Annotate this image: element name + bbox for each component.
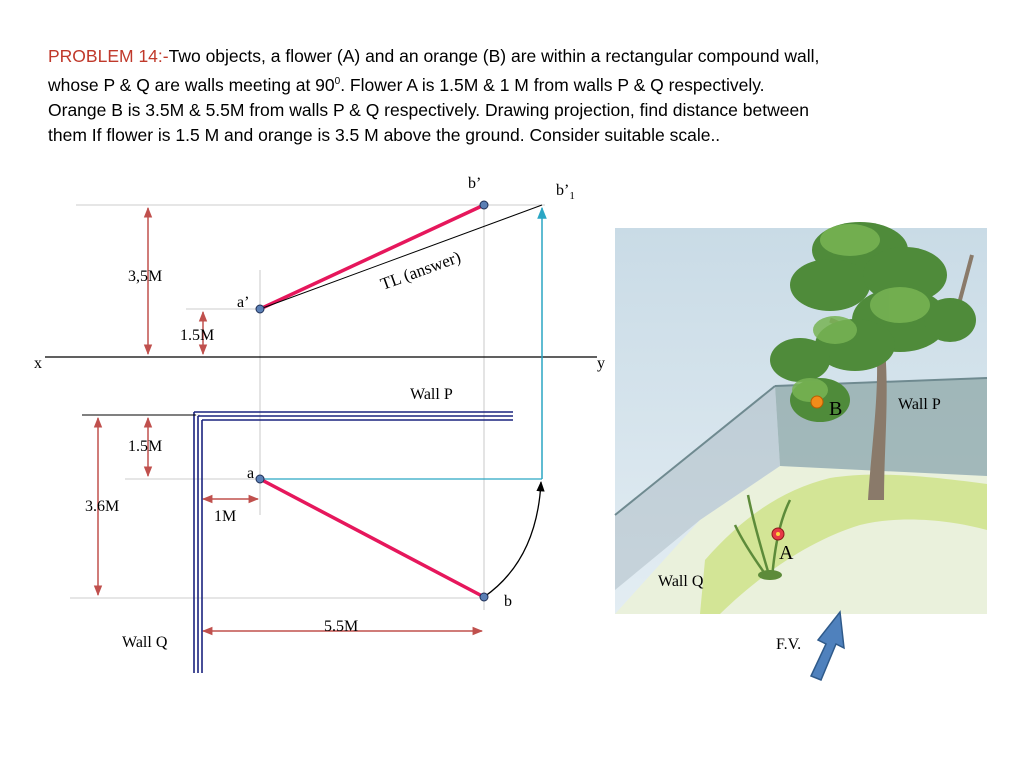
true-length-line — [260, 205, 542, 309]
wall-q-plan — [194, 412, 202, 673]
problem-degree-sup: 0 — [334, 76, 341, 87]
label-a-prime: a’ — [237, 294, 250, 311]
label-b1-prime-sub: 1 — [569, 190, 575, 202]
problem-line-2: whose P & Q are walls meeting at 90 — [48, 74, 335, 95]
x-label: x — [34, 355, 42, 372]
plan-a-b-line — [260, 479, 484, 597]
problem-line-2-end: . Flower A is 1.5M & 1 M from walls P & Q respectively. — [340, 74, 765, 95]
label-b1-prime-main: b’ — [556, 182, 570, 199]
problem-line-4: them If flower is 1.5 M and orange is 3.5 M above the ground. Consider suitable scale.. — [48, 124, 721, 145]
point-b-prime — [480, 201, 488, 209]
dim-3-5m: 3,5M — [128, 268, 163, 285]
label-b-prime: b’ — [468, 175, 482, 192]
label-b: b — [504, 593, 512, 610]
point-a — [256, 475, 264, 483]
point-b — [480, 593, 488, 601]
tl-answer-label: TL (answer) — [377, 247, 464, 294]
label-b1-prime — [556, 182, 575, 202]
dim-1-5m-elevation: 1.5M — [180, 327, 215, 344]
orange-b — [811, 396, 823, 408]
fv-label: F.V. — [776, 636, 802, 653]
illustration-wall-q: Wall Q — [658, 573, 704, 590]
wall-p-label: Wall P — [410, 386, 453, 403]
problem-line-3: Orange B is 3.5M & 5.5M from walls P & Q respectively. Drawing projection, find distance between — [48, 99, 809, 120]
dim-5-5m: 5.5M — [324, 618, 359, 635]
y-label: y — [597, 355, 605, 372]
dim-3-6m: 3.6M — [85, 498, 120, 515]
illustration-label-a: A — [779, 542, 794, 564]
illustration-label-b: B — [829, 398, 843, 420]
wall-p-plan — [194, 412, 513, 420]
dim-1-5m-plan: 1.5M — [128, 438, 163, 455]
point-a-prime — [256, 305, 264, 313]
fv-arrow-icon — [811, 612, 844, 680]
problem-line-1: Two objects, a flower (A) and an orange (B) are within a rectangular compound wall, — [168, 46, 820, 66]
dim-1m: 1M — [214, 508, 237, 525]
illustration-wall-p: Wall P — [898, 396, 941, 413]
wall-q-label: Wall Q — [122, 634, 168, 651]
label-a: a — [247, 465, 255, 482]
garden-illustration — [615, 222, 987, 614]
problem-label: PROBLEM 14:- — [48, 46, 169, 66]
rotation-arc — [484, 482, 541, 597]
construction-lines — [70, 205, 545, 610]
